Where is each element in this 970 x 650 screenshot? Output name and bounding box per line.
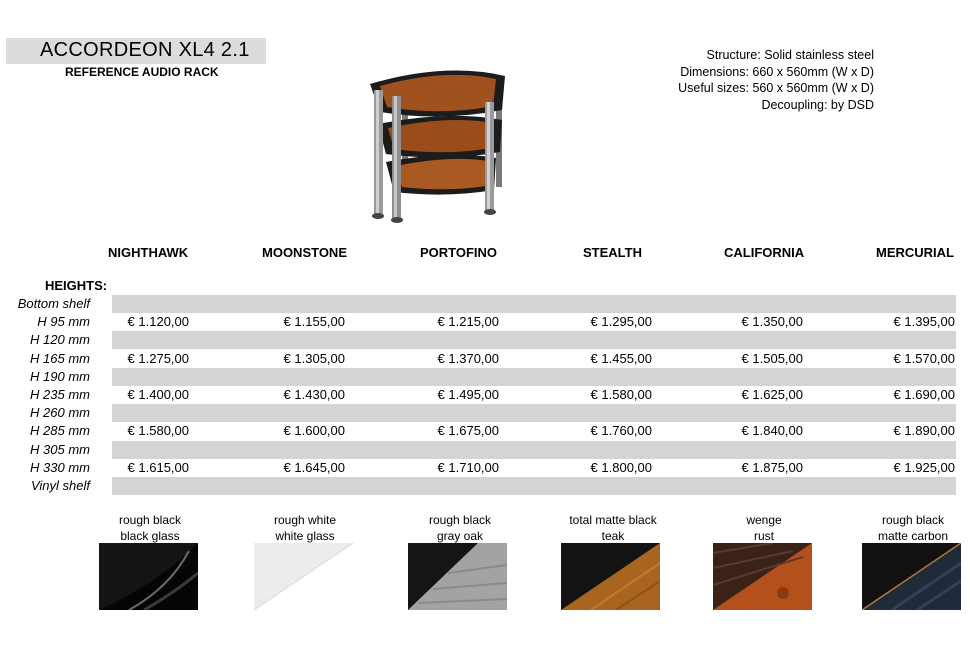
- price-cell: € 1.370,00: [437, 351, 499, 366]
- price-cell: € 1.395,00: [893, 314, 955, 329]
- row-label: H 165 mm: [30, 351, 90, 366]
- price-cell: € 1.155,00: [283, 314, 345, 329]
- audio-rack-image: [350, 62, 525, 230]
- price-cell: € 1.645,00: [283, 460, 345, 475]
- price-cell: € 1.400,00: [127, 387, 189, 402]
- finish-name-line1: rough black: [118, 513, 182, 527]
- finish-label-matte-carbon: [843, 512, 970, 544]
- price-cell: € 1.675,00: [437, 423, 499, 438]
- price-cell: € 1.350,00: [741, 314, 803, 329]
- column-header-portofino: PORTOFINO: [420, 245, 498, 260]
- heights-label: HEIGHTS:: [45, 278, 108, 293]
- row-label: H 285 mm: [30, 423, 90, 438]
- price-cell: € 1.615,00: [127, 460, 189, 475]
- row-label: Vinyl shelf: [30, 478, 90, 493]
- swatch-matte-carbon: [862, 543, 961, 610]
- finish-name-line2: white glass: [275, 529, 335, 543]
- price-cell: € 1.800,00: [590, 460, 652, 475]
- row-label: H 190 mm: [30, 369, 90, 384]
- table-row: [112, 459, 956, 477]
- spec-decoupling: Decoupling: by DSD: [761, 97, 874, 112]
- table-row: [112, 477, 956, 495]
- spec-list: [678, 47, 874, 113]
- table-row: [112, 331, 956, 349]
- finish-label-gray-oak: [390, 512, 530, 544]
- finish-name-line2: matte carbon: [877, 529, 949, 543]
- finish-name-line1: rough black: [881, 513, 945, 527]
- table-row: [112, 422, 956, 440]
- row-label: H 95 mm: [37, 314, 90, 329]
- finish-name-line2: rust: [753, 529, 774, 543]
- finish-label-black-glass: [80, 512, 220, 544]
- finish-label-wenge-rust: [694, 512, 834, 544]
- spec-useful-sizes: Useful sizes: 560 x 560mm (W x D): [678, 81, 874, 95]
- swatch-gray-oak: [408, 543, 507, 610]
- price-cell: € 1.495,00: [437, 387, 499, 402]
- price-cell: € 1.580,00: [590, 387, 652, 402]
- table-row: [112, 386, 956, 404]
- table-row: [112, 313, 956, 331]
- row-label: H 305 mm: [30, 442, 90, 457]
- swatch-teak: [561, 543, 660, 610]
- price-cell: € 1.455,00: [590, 351, 652, 366]
- column-header-california: CALIFORNIA: [724, 245, 805, 260]
- column-header-mercurial: MERCURIAL: [876, 245, 954, 260]
- finish-name-line1: rough black: [428, 513, 492, 527]
- price-cell: € 1.505,00: [741, 351, 803, 366]
- price-cell: € 1.215,00: [437, 314, 499, 329]
- spec-structure: Structure: Solid stainless steel: [706, 48, 874, 62]
- finish-label-white-glass: [235, 512, 375, 544]
- price-cell: € 1.600,00: [283, 423, 345, 438]
- finish-name-line1: total matte black: [569, 513, 657, 527]
- price-cell: € 1.875,00: [741, 460, 803, 475]
- price-cell: € 1.305,00: [283, 351, 345, 366]
- row-label: H 235 mm: [30, 387, 90, 402]
- table-row: [112, 441, 956, 459]
- column-header-nighthawk: NIGHTHAWK: [108, 245, 189, 260]
- finish-name-line1: rough white: [273, 513, 337, 527]
- swatch-black-glass: [99, 543, 198, 610]
- column-header-moonstone: MOONSTONE: [262, 245, 347, 260]
- page-subtitle: REFERENCE AUDIO RACK: [65, 65, 219, 79]
- price-cell: € 1.580,00: [127, 423, 189, 438]
- price-cell: € 1.925,00: [893, 460, 955, 475]
- table-row: [112, 404, 956, 422]
- table-row: [112, 368, 956, 386]
- page-title: ACCORDEON XL4 2.1: [40, 39, 250, 61]
- price-cell: € 1.840,00: [741, 423, 803, 438]
- finish-name-line2: teak: [601, 529, 625, 543]
- price-cell: € 1.570,00: [893, 351, 955, 366]
- row-label: H 120 mm: [30, 332, 90, 347]
- table-row: [112, 350, 956, 368]
- finish-name-line1: wenge: [746, 513, 782, 527]
- price-cell: € 1.690,00: [893, 387, 955, 402]
- price-cell: € 1.890,00: [893, 423, 955, 438]
- row-label: Bottom shelf: [17, 296, 90, 311]
- price-cell: € 1.760,00: [590, 423, 652, 438]
- price-cell: € 1.625,00: [741, 387, 803, 402]
- price-cell: € 1.295,00: [590, 314, 652, 329]
- spec-dimensions: Dimensions: 660 x 560mm (W x D): [680, 64, 874, 79]
- table-row: [112, 295, 956, 313]
- price-cell: € 1.430,00: [283, 387, 345, 402]
- finish-label-teak: [543, 512, 683, 544]
- swatch-white-glass: [254, 543, 353, 610]
- price-cell: € 1.275,00: [127, 351, 189, 366]
- price-cell: € 1.120,00: [127, 314, 189, 329]
- finish-name-line2: gray oak: [436, 529, 484, 543]
- price-cell: € 1.710,00: [437, 460, 499, 475]
- row-label: H 260 mm: [30, 405, 90, 420]
- column-header-stealth: STEALTH: [583, 245, 642, 260]
- finish-name-line2: black glass: [120, 529, 180, 543]
- row-label: H 330 mm: [30, 460, 90, 475]
- swatch-wenge-rust: [713, 543, 812, 610]
